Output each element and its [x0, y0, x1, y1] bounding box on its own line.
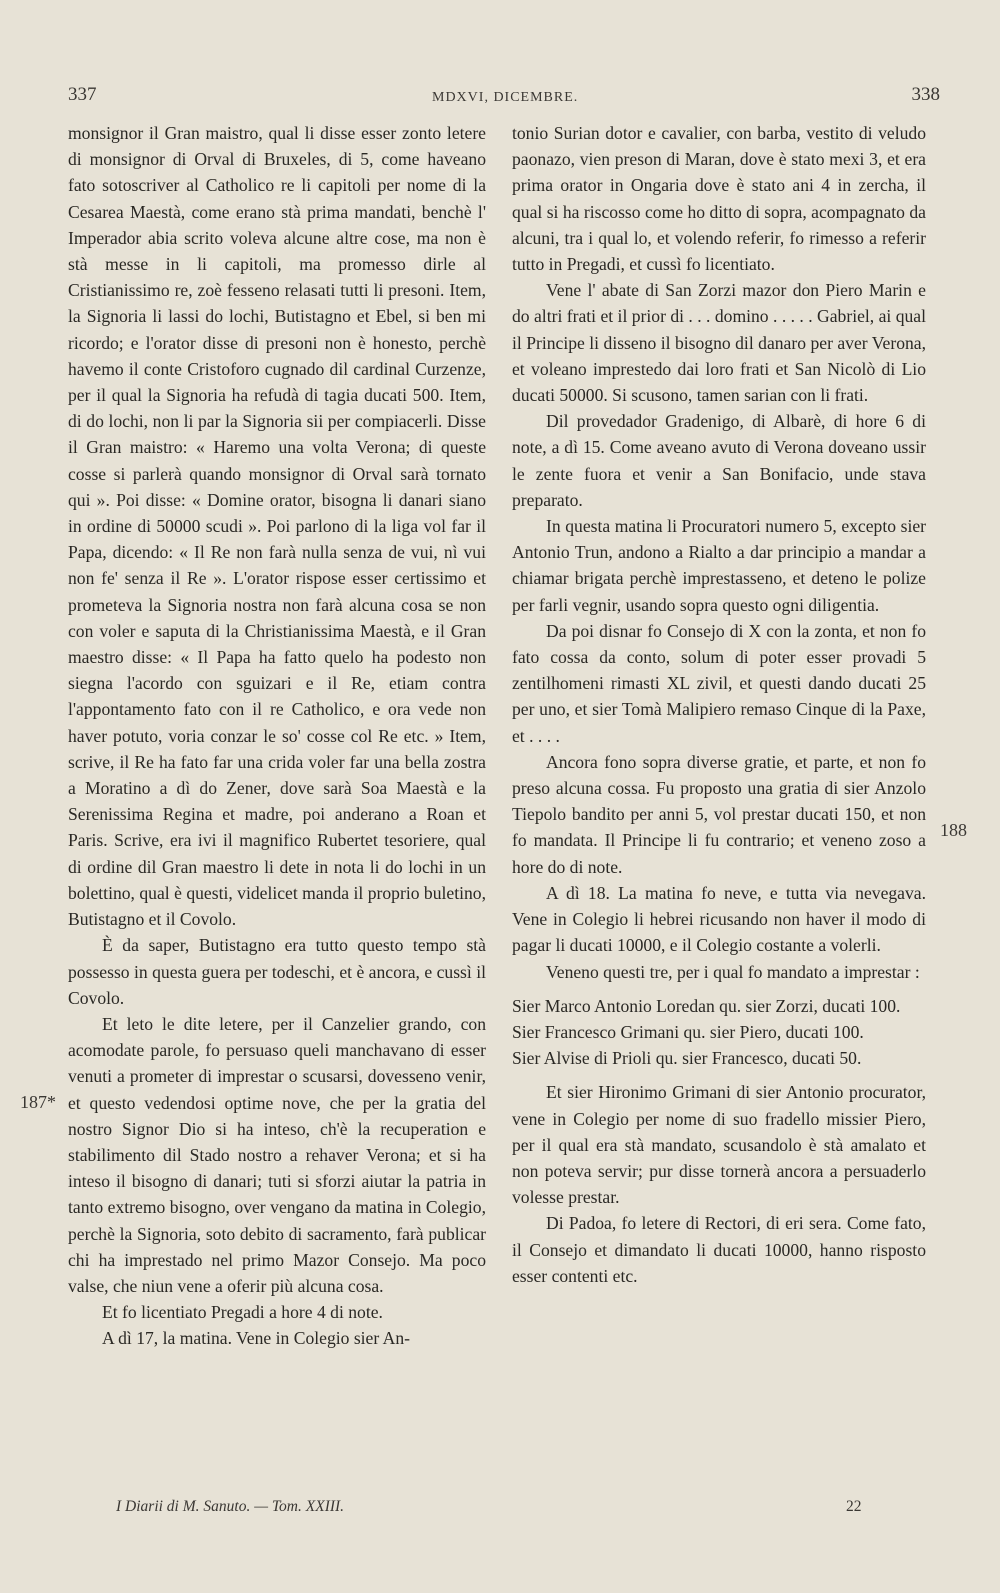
paragraph: Vene l' abate di San Zorzi mazor don Piero Marin e do altri frati et il prior di . . . domino . . . . . Gabriel, ai qual il Principe li disseno il bisogno dil danaro per aver Verona, et voleano imprestedo dai loro frati et San Nicolò di Lio ducati 50000. Si scusono, tamen sarian con li frati. — [512, 280, 926, 406]
paragraph: Et sier Hironimo Grimani di sier Antonio procurator, vene in Colegio per nome di suo fradello missier Piero, per il qual era stà mandato, scusandolo è stà amalato et non poteva servir; pur disse tornerà ancora a persuaderlo volesse prestar. — [512, 1082, 926, 1208]
paragraph: Di Padoa, fo letere di Rectori, di eri sera. Come fato, il Consejo et dimandato li ducati 10000, hanno risposto esser contenti etc. — [512, 1213, 926, 1286]
paragraph: Veneno questi tre, per i qual fo mandato a imprestar : — [546, 961, 920, 982]
paragraph: A dì 17, la matina. Vene in Colegio sier An- — [102, 1328, 411, 1349]
page-number-right: 338 — [911, 84, 940, 105]
paragraph: In questa matina li Procuratori numero 5, excepto sier Antonio Trun, andono a Rialto a dar principio a mandar a chiamar brigata perchè imprestasseno, et deteno le polize per farli vegnir, usando sopra questo ogni diligentia. — [512, 516, 926, 615]
paragraph: Et leto le dite letere, per il Canzelier grando, con acomodate parole, fo persuaso queli manchavano di esser venuti a prometer di imprestar o scusarsi, dovesseno venir, et questo vedendosi optime nove, che per la gratia del nostro Signor Dio si ha inteso, ch'è la recuperation e stabilimento dil Stado nostro a rehaver Verona; et si ha inteso il bisogno di danari; tuti si sforzi aiutar la patria in tanto extremo bisogno, over vengano da matina in Colegio, perchè la Signoria, soto debito di sacramento, farà publicar chi ha imprestado nel primo Mazor Consejo. Ma poco valse, che niun vene a oferir più alcuna cosa. — [68, 1013, 486, 1296]
paragraph: È da saper, Butistagno era tutto questo tempo stà possesso in questa guera per todeschi, et è ancora, e cussì il Covolo. — [68, 935, 486, 1008]
paragraph: Sier Alvise di Prioli qu. sier Francesco, ducati 50. — [512, 1048, 862, 1069]
paragraph: tonio Surian dotor e cavalier, con barba, vestito di veludo paonazo, vien preson di Maran, dove è stato mexi 3, et era prima orator in Ongaria dove è stato ani 4 in zercha, il qual si ha riscosso come ho ditto di sopra, acompagnato da alcuni, tra i qual lo, et volendo referir, fo rimesso a referir tutto in Pregadi, et cussì fo licentiato. — [512, 123, 926, 275]
margin-note-left: 187* — [20, 1092, 56, 1112]
paragraph: A dì 18. La matina fo neve, e tutta via nevegava. Vene in Colegio li hebrei ricusando non haver il modo di pagar li ducati 10000, e il Colegio costante a volerli. — [512, 882, 926, 956]
margin-note-right: 188 — [940, 820, 967, 840]
paragraph: monsignor il Gran maistro, qual li disse esser zonto letere di monsignor di Orval di Bruxeles, di 5, come haveano fato sotoscriver al Catholico re li capitoli per nome di la Cesarea Maestà, come erano stà prima mandati, benchè l' Imperador abia scrito voleva alcune altre cose, ma non è stà messe in li capitoli, ma promesso dirle al Cristianissimo re, zoè fesseno relasati tutti li presoni. Item, la Signoria li lassi do lochi, Butistagno et Ebel, si ben mi ricordo; e l'orator disse di presoni non è honesto, perchè havemo il conte Cristoforo cugnado dil cardinal Curzenze, per il qual la Signoria ha refudà di tagia ducati 500. Item, di do lochi, non li par la Signoria sii per compiacerli. Disse il Gran maistro: « Haremo una volta Verona; di queste cosse si parlerà quando monsignor di Orval sarà tornato qui ». Poi disse: « Domine orator, bisogna li danari siano in ordine di 50000 scudi ». Poi parlono di la liga vol far il Papa, dicendo: « Il Re non farà nulla senza de vui, nì vui non fe' senza il Re ». L'orator rispose esser certissimo et prometeva la Signoria nostra non farà alcuna cosa se non con voler e saputa di la Christianissima Maestà, e il Gran maestro disse: « Il Papa ha fatto quelo ha podesto non siegna l'acordo con sguizari e il Re, etiam contra l'appontamento fato con il re Catholico, e ora vede non haver potuto, voria conzar le so' cosse col Re etc. » Item, scrive, il Re ha fato far una crida voler far una bella zostra a Moratino a dì do Zener, dove sarà Soa Maestà e la Serenissima Regina et madre, poi anderano a Roan et Paris. Scrive, era ivi il magnifico Rubertet tesoriere, qual di ordine dil Gran maestro li dete in nota li do lochi in un bolettino, qual è questi, videlicet manda il proprio buletino, Butistagno et il Covolo. — [68, 123, 486, 930]
right-column — [512, 120, 926, 1289]
paragraph: Et fo licentiato Pregadi a hore 4 di note. — [102, 1302, 383, 1323]
footer-signature: 22 — [846, 1498, 862, 1515]
paragraph: Sier Marco Antonio Loredan qu. sier Zorzi, ducati 100. — [512, 995, 901, 1016]
left-column — [68, 120, 486, 1352]
paragraph: Da poi disnar fo Consejo di X con la zonta, et non fo fato cossa da conto, solum di poter esser provadi 5 zentilhomeni rimasti XL zivil, et questi dando ducati 25 per uno, et sier Tomà Malipiero remaso Cinque di la Paxe, et . . . . — [512, 620, 926, 746]
paragraph: Ancora fono sopra diverse gratie, et parte, et non fo preso alcuna cossa. Fu proposto una gratia di sier Anzolo Tiepolo bandito per anni 5, vol prestar ducati 150, et non fo mandata. Il Principe li fu contrario; et veneno zoso a hore do di note. — [512, 751, 926, 877]
paragraph: Dil provedador Gradenigo, di Albarè, di hore 6 di note, a dì 15. Come aveano avuto di Verona doveano ussir le zente fuora et venir a San Bonifacio, unde stava preparato. — [512, 411, 926, 510]
running-header: MDXVI, DICEMBRE. — [432, 90, 579, 105]
paragraph: Sier Francesco Grimani qu. sier Piero, ducati 100. — [512, 1021, 864, 1042]
footer-citation: I Diarii di M. Sanuto. — Tom. XXIII. — [116, 1498, 345, 1515]
page-number-left: 337 — [68, 84, 97, 105]
